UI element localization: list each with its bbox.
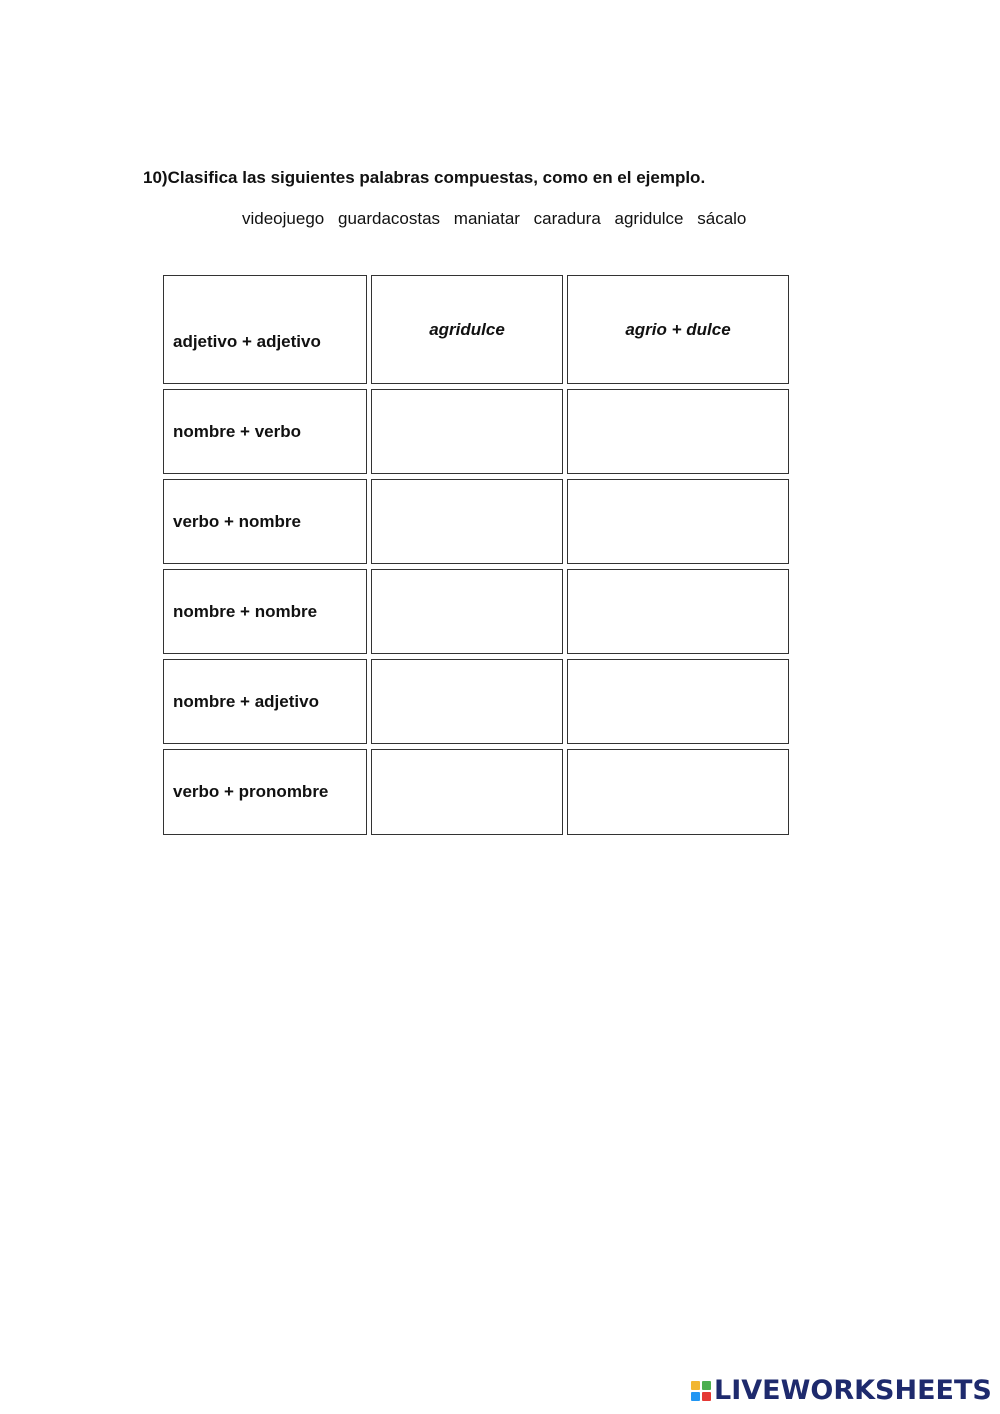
parts-cell xyxy=(567,275,789,384)
category-cell xyxy=(163,569,367,654)
category-cell xyxy=(163,479,367,564)
word-bank-item: agridulce xyxy=(614,209,684,228)
parts-answer-cell[interactable] xyxy=(567,659,789,744)
word-answer-cell[interactable] xyxy=(371,659,563,744)
parts-answer-cell[interactable] xyxy=(567,749,789,835)
category-label: nombre + nombre xyxy=(173,602,318,621)
logo-square xyxy=(702,1392,711,1401)
parts-answer-cell[interactable] xyxy=(567,569,789,654)
word-answer-cell[interactable] xyxy=(371,389,563,474)
category-label: nombre + adjetivo xyxy=(173,692,319,711)
word-bank-item: maniatar xyxy=(453,209,520,228)
category-cell xyxy=(163,275,367,384)
word-answer-cell[interactable] xyxy=(371,479,563,564)
word-answer-cell[interactable] xyxy=(371,749,563,835)
parts-answer-cell[interactable] xyxy=(567,389,789,474)
logo-square xyxy=(691,1392,700,1401)
category-label: verbo + nombre xyxy=(173,512,302,531)
instruction-heading: 10)Clasifica las siguientes palabras compuestas, como en el ejemplo. xyxy=(143,168,706,187)
category-cell xyxy=(163,389,367,474)
word-bank-item: videojuego xyxy=(242,209,325,228)
word-cell xyxy=(371,275,563,384)
logo-square xyxy=(702,1381,711,1390)
category-label: verbo + pronombre xyxy=(173,782,329,801)
liveworksheets-mark-icon xyxy=(691,1381,711,1401)
logo-text: LIVEWORKSHEETS xyxy=(714,1375,992,1406)
word-bank xyxy=(242,209,755,229)
parts-answer-cell[interactable] xyxy=(567,479,789,564)
category-cell xyxy=(163,749,367,835)
example-word: agridulce xyxy=(429,320,505,339)
word-bank-item: caradura xyxy=(533,209,601,228)
word-answer-cell[interactable] xyxy=(371,569,563,654)
liveworksheets-logo[interactable] xyxy=(691,1375,992,1406)
logo-square xyxy=(691,1381,700,1390)
word-bank-item: sácalo xyxy=(697,209,747,228)
word-bank-item: guardacostas xyxy=(337,209,441,228)
category-label: nombre + verbo xyxy=(173,422,302,441)
example-parts: agrio + dulce xyxy=(625,320,731,339)
category-cell xyxy=(163,659,367,744)
category-label: adjetivo + adjetivo xyxy=(173,332,321,351)
